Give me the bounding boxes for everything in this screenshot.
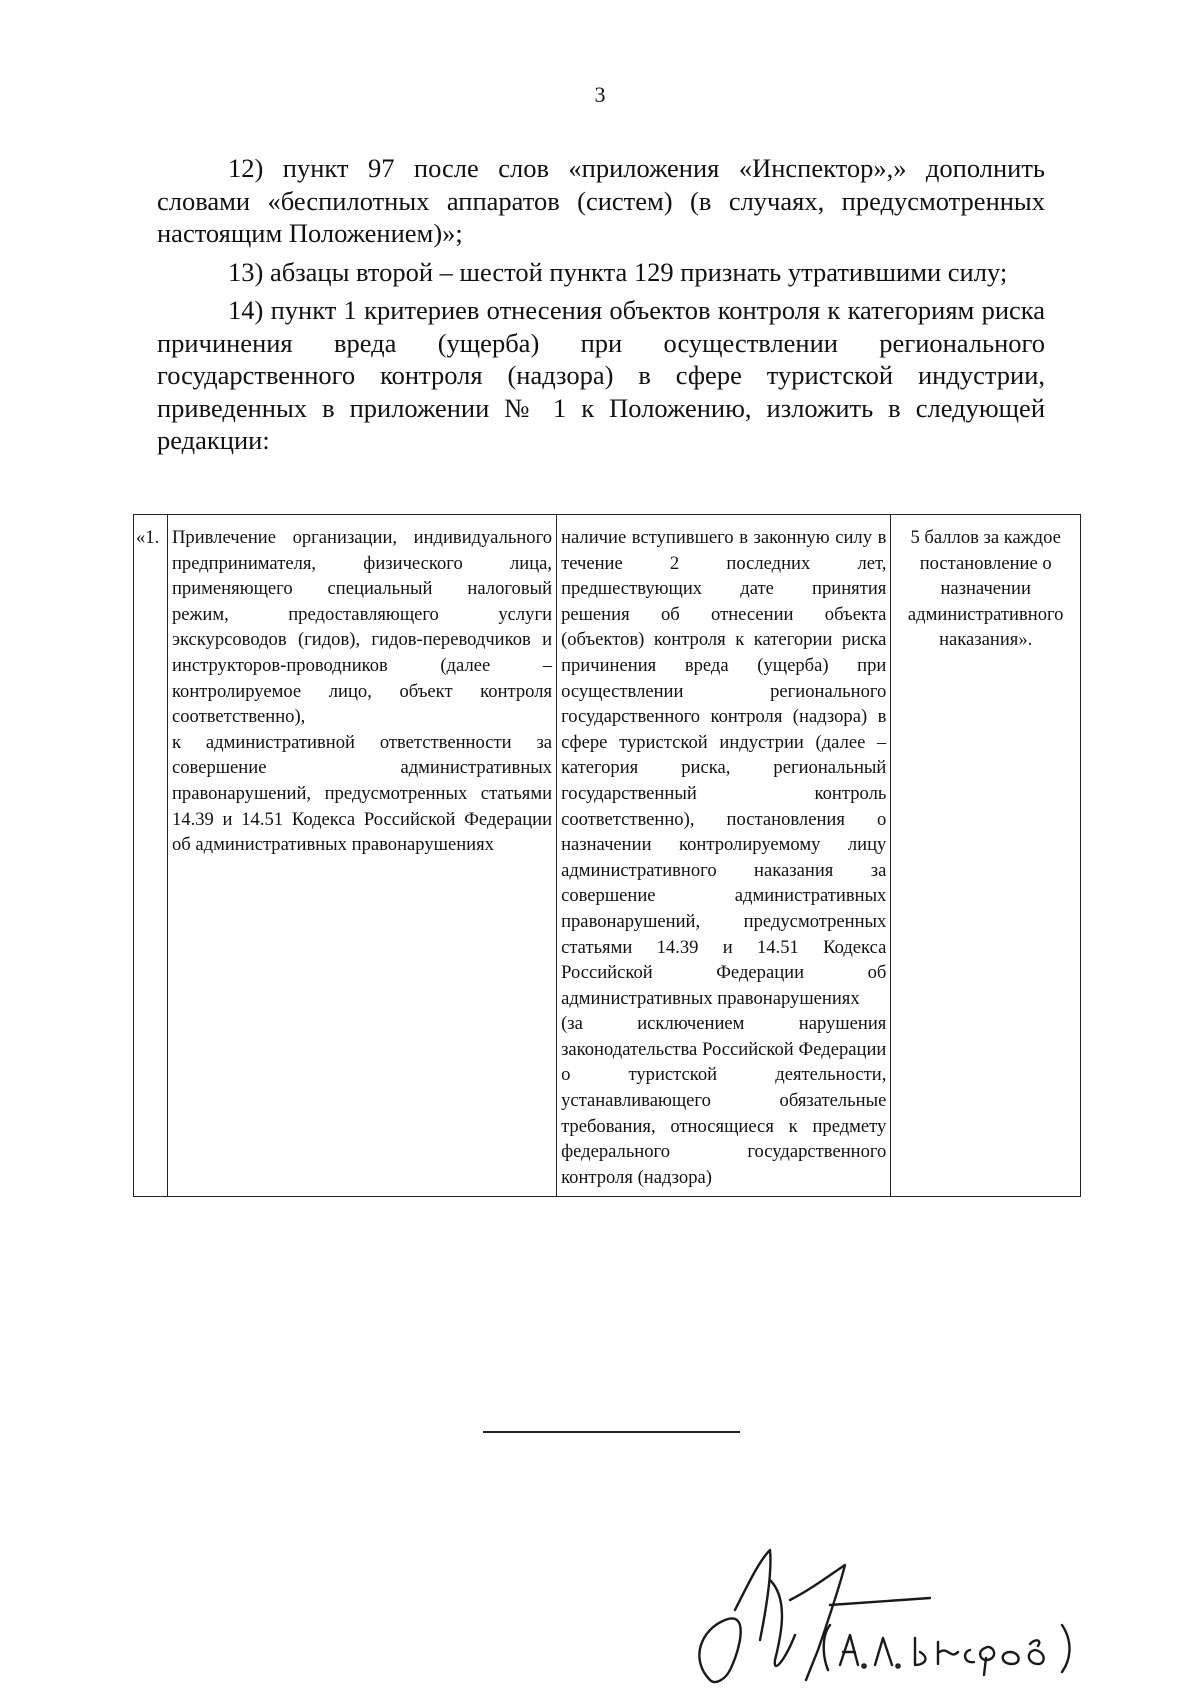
- indicator-cell: [557, 515, 891, 1197]
- table-row: [134, 515, 1081, 1197]
- indicator-exception: (за исключением нарушения законодательства Российской Федерации о туристской деятельности, устанавливающего обязательные требования, относящиеся к предмету федерального государственного контроля (надзора): [561, 1013, 887, 1188]
- paragraph-14: 14) пункт 1 критериев отнесения объектов контроля к категориям риска причинения вреда (ущерба) при осуществлении регионального государственного контроля (надзора) в сфере туристской индустрии, приведенных в приложении № 1 к Положению, изложить в следующей редакции:: [157, 295, 1045, 455]
- paragraph-12: 12) пункт 97 после слов «приложения «Инспектор»,» дополнить словами «беспилотных аппаратов (систем) (в случаях, предусмотренных настоящим Положением)»;: [157, 153, 1045, 248]
- criterion-cell: [167, 515, 556, 1197]
- criteria-table: [133, 514, 1081, 1197]
- score-cell: [891, 515, 1081, 1197]
- handwritten-signature: [680, 1540, 1150, 1690]
- footer-divider: [483, 1431, 740, 1433]
- criterion-subject: Привлечение организации, индивидуального предпринимателя, физического лица, применяющего специальный налоговый режим, предоставляющего услуги экскурсоводов (гидов), гидов-переводчиков и инструкторов-проводников (далее – контролируемое лицо, объект контроля соответственно),: [171, 527, 553, 728]
- score-text: 5 баллов за каждое постановление о назначении административного наказания».: [907, 527, 1064, 651]
- indicator-text: наличие вступившего в законную силу в течение 2 последних лет, предшествующих дате принятия решения об отнесении объекта (объектов) контроля к категории риска причинения вреда (ущерба) при осуществлении регионального государственного контроля (надзора) в сфере туристской индустрии (далее – категория риска, региональный государственный контроль соответственно), постановления о назначении контролируемому лицу административного наказания за совершение административных правонарушений, предусмотренных статьями 14.39 и 14.51 Кодекса Российской Федерации об административных правонарушениях: [561, 527, 887, 1009]
- page-number: 3: [594, 82, 606, 107]
- row-number-cell: [134, 515, 168, 1197]
- row-number: «1.: [136, 527, 160, 548]
- criterion-action: к административной ответственности за совершение административных правонарушений, предусмотренных статьями 14.39 и 14.51 Кодекса Российской Федерации об административных правонарушениях: [171, 731, 553, 856]
- document-body: [157, 152, 1045, 463]
- paragraph-13: 13) абзацы второй – шестой пункта 129 признать утратившими силу;: [228, 256, 1008, 287]
